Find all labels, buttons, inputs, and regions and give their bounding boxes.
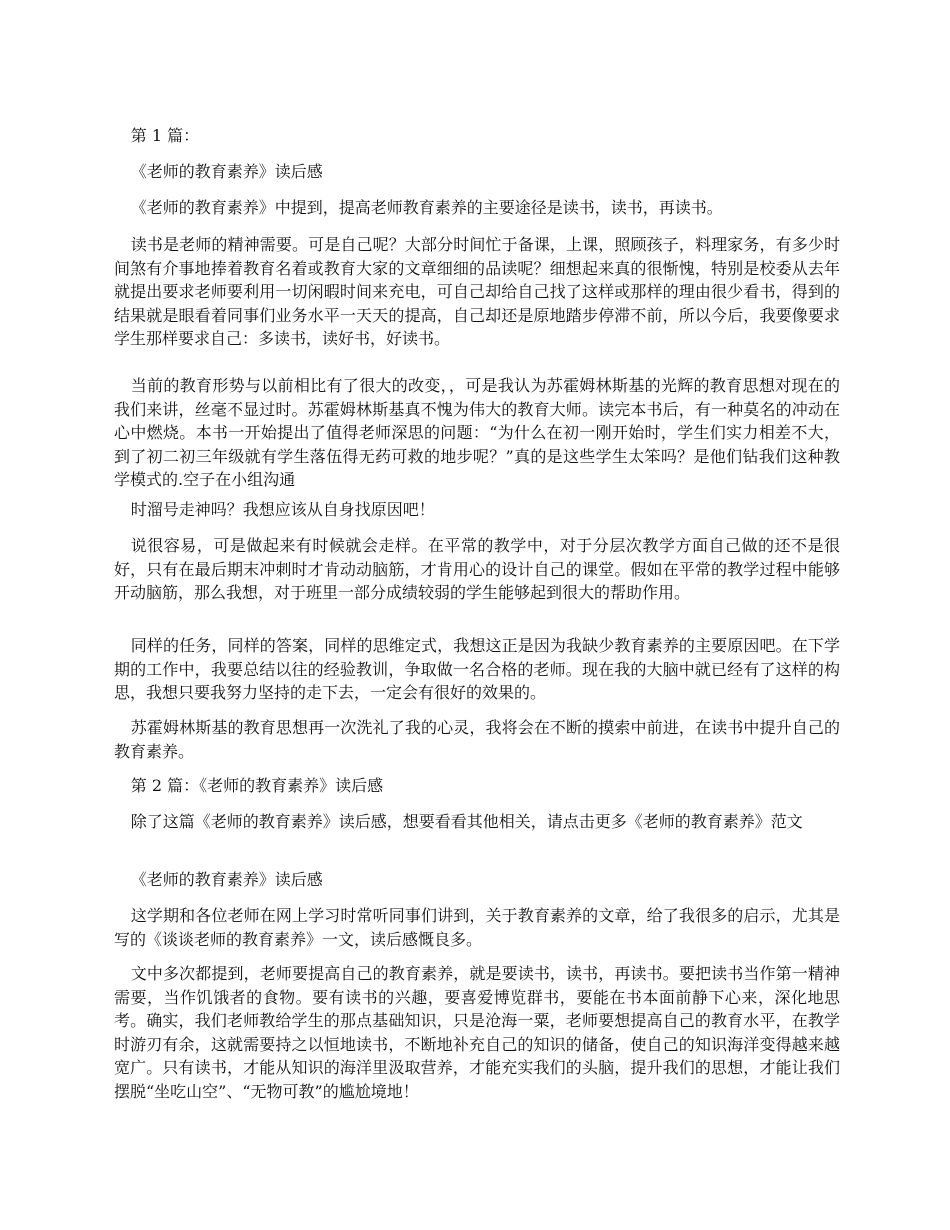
paragraph-self-reflection: 时溜号走神吗？我想应该从自身找原因吧！ bbox=[130, 500, 435, 519]
paragraph-study-online: 这学期和各位老师在网上学习时常听同事们讲到，关于教育素养的文章，给了我很多的启示，尤其是写的《谈谈老师的教育素养》一文，读后感慨良多。 bbox=[114, 906, 840, 949]
paragraph-conclusion-1: 苏霍姆林斯基的教育思想再一次洗礼了我的心灵，我将会在不断的摸索中前进，在读书中提升自己的教育素养。 bbox=[114, 718, 840, 761]
paragraph-teaching-practice: 说很容易，可是做起来有时候就会走样。在平常的教学中，对于分层次教学方面自己做的还不是很好，只有在最后期末冲刺时才肯动动脑筋，才肯用心的设计自己的课堂。假如在平常的教学过程中能够开动脑筋，那么我想，对于班里一部分成绩较弱的学生能够起到很大的帮助作用。 bbox=[114, 536, 840, 602]
paragraph-lessons-learned: 同样的任务，同样的答案，同样的思维定式，我想这正是因为我缺少教育素养的主要原因吧。在下学期的工作中，我要总结以往的经验教训，争取做一名合格的老师。现在我的大脑中就已经有了这样的构思，我想只要我努力坚持的走下去，一定会有很好的效果的。 bbox=[114, 636, 840, 702]
paragraph-intro: 《老师的教育素养》中提到，提高老师教育素养的主要途径是读书，读书，再读书。 bbox=[130, 198, 723, 217]
paragraph-education-situation: 当前的教育形势与以前相比有了很大的改变，，可是我认为苏霍姆林斯基的光辉的教育思想对现在的我们来讲，丝毫不显过时。苏霍姆林斯基真不愧为伟大的教育大师。读完本书后，有一种莫名的冲动在心中燃烧。本书一开始提出了值得老师深思的问题：“为什么在初一刚开始时，学生们实力相差不大，到了初二初三年级就有学生落伍得无药可救的地步呢？”真的是这些学生太笨吗？是他们钻我们这种教学模式的.空子在小组沟通 bbox=[114, 376, 840, 489]
section-heading-2: 第 2 篇：《老师的教育素养》读后感 bbox=[130, 776, 384, 795]
section-heading-1: 第 1 篇： bbox=[130, 126, 200, 145]
article-title-1: 《老师的教育素养》读后感 bbox=[130, 162, 323, 181]
article-title-2: 《老师的教育素养》读后感 bbox=[130, 870, 323, 889]
paragraph-read-more: 文中多次都提到，老师要提高自己的教育素养，就是要读书，读书，再读书。要把读书当作第一精神需要，当作饥饿者的食物。要有读书的兴趣，要喜爱博览群书，要能在书本面前静下心来，深化地思考。确实，我们老师教给学生的那点基础知识，只是沧海一粟，老师要想提高自己的教育水平，在教学时游刃有余，这就需要持之以恒地读书，不断地补充自己的知识的储备，使自己的知识海洋变得越来越宽广。只有读书，才能从知识的海洋里汲取营养，才能充实我们的头脑，提升我们的思想，才能让我们摆脱“坐吃山空”、“无物可教”的尴尬境地！ bbox=[114, 964, 840, 1101]
paragraph-reading-need: 读书是老师的精神需要。可是自己呢？大部分时间忙于备课，上课，照顾孩子，料理家务，有多少时间煞有介事地捧着教育名着或教育大家的文章细细的品读呢？细想起来真的很惭愧，特别是校委从去年就提出要求老师要利用一切闲暇时间来充电，可自己却给自己找了这样或那样的理由很少看书，得到的结果就是眼看着同事们业务水平一天天的提高，自己却还是原地踏步停滞不前，所以今后，我要像要求学生那样要求自己：多读书，读好书，好读书。 bbox=[114, 235, 840, 348]
paragraph-more-link: 除了这篇《老师的教育素养》读后感，想要看看其他相关，请点击更多《老师的教育素养》范文 bbox=[130, 812, 803, 831]
